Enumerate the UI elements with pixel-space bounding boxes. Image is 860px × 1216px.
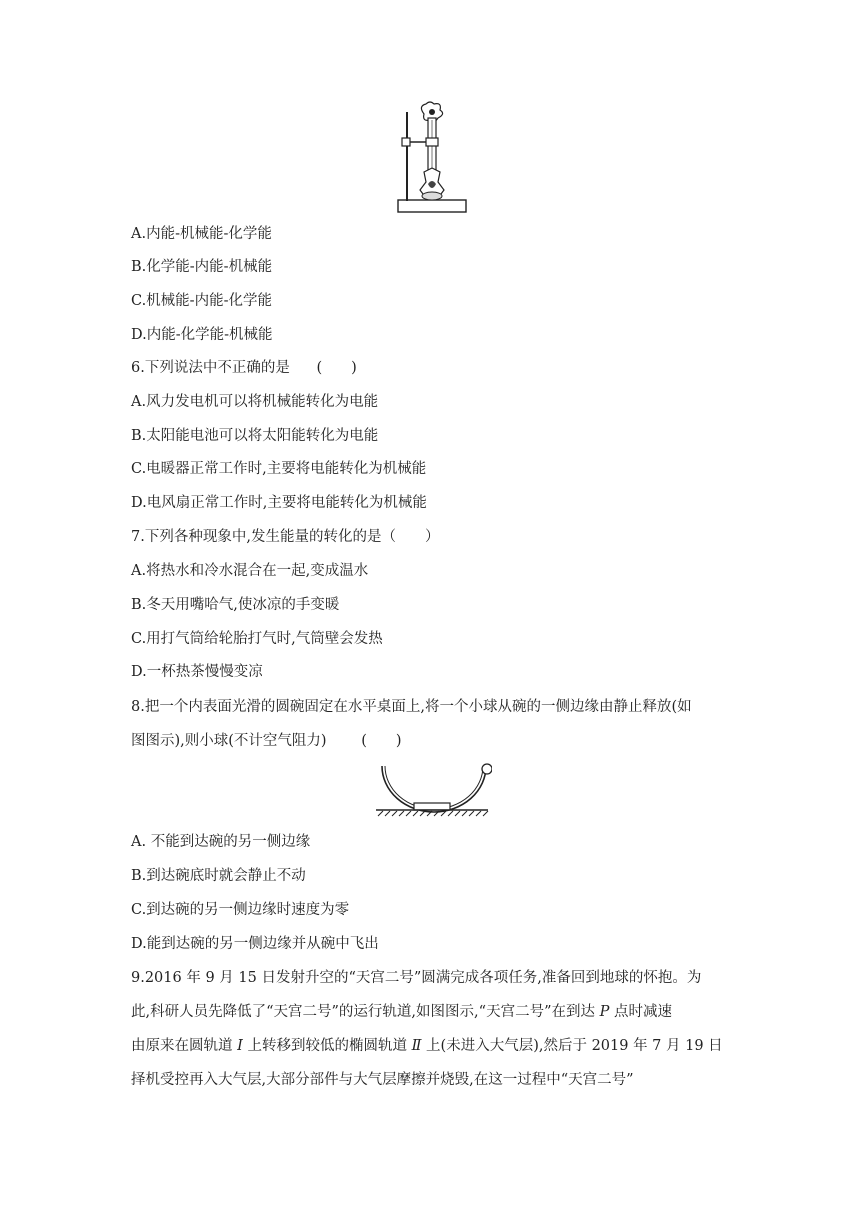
q9-line4: 择机受控再入大气层,大部分部件与大气层摩擦并烧毁,在这一过程中“天宫二号” bbox=[131, 1072, 634, 1088]
q6-option-c: C.电暖器正常工作时,主要将电能转化为机械能 bbox=[131, 461, 427, 477]
q8-option-d: D.能到达碗的另一侧边缘并从碗中飞出 bbox=[131, 936, 379, 952]
q7-option-a: A.将热水和冷水混合在一起,变成温水 bbox=[131, 563, 369, 579]
q7-option-d: D.一杯热茶慢慢变凉 bbox=[131, 664, 263, 680]
q9-line2 bbox=[131, 1002, 672, 1022]
q6-option-d: D.电风扇正常工作时,主要将电能转化为机械能 bbox=[131, 495, 427, 511]
q9-line1: 9.2016 年 9 月 15 日发射升空的“天宫二号”圆满完成各项任务,准备回到地球的怀抱。为 bbox=[131, 970, 702, 986]
q9-line3-b: 上转移到较低的椭圆轨道 bbox=[247, 1038, 407, 1054]
q5-option-c: C.机械能-内能-化学能 bbox=[131, 293, 272, 309]
q5-option-b: B.化学能-内能-机械能 bbox=[131, 259, 273, 275]
q8-option-a: A. 不能到达碗的另一侧边缘 bbox=[131, 834, 311, 850]
q8-stem-text: 图图示),则小球(不计空气阻力) bbox=[131, 733, 327, 749]
q5-option-d: D.内能-化学能-机械能 bbox=[131, 327, 273, 343]
q6-stem bbox=[131, 358, 357, 378]
q7-option-c: C.用打气筒给轮胎打气时,气筒壁会发热 bbox=[131, 631, 383, 647]
q7-option-b: B.冬天用嘴哈气,使冰凉的手变暖 bbox=[131, 597, 340, 613]
q5-option-a: A.内能-机械能-化学能 bbox=[131, 226, 272, 242]
q9-orbit-one: Ⅰ bbox=[237, 1038, 243, 1054]
q7-stem: 7.下列各种现象中,发生能量的转化的是（ ） bbox=[131, 529, 440, 545]
q9-orbit-two: Ⅱ bbox=[411, 1038, 422, 1054]
q8-stem-line2 bbox=[131, 731, 402, 751]
q6-stem-text: 6.下列说法中不正确的是 bbox=[131, 360, 290, 376]
q8-option-b: B.到达碗底时就会静止不动 bbox=[131, 868, 306, 884]
q8-answer-paren: ( ) bbox=[361, 733, 402, 749]
q6-answer-paren: ( ) bbox=[316, 360, 357, 376]
q9-line3 bbox=[131, 1036, 723, 1056]
bowl-ball-figure bbox=[374, 760, 492, 822]
q9-line2-post: 点时减速 bbox=[613, 1004, 672, 1020]
steam-apparatus-figure bbox=[394, 100, 474, 218]
q8-stem-line1: 8.把一个内表面光滑的圆碗固定在水平桌面上,将一个小球从碗的一侧边缘由静止释放(如 bbox=[131, 699, 692, 715]
q9-line3-a: 由原来在圆轨道 bbox=[131, 1038, 233, 1054]
q9-line3-c: 上(未进入大气层),然后于 2019 年 7 月 19 日 bbox=[426, 1038, 723, 1054]
q6-option-b: B.太阳能电池可以将太阳能转化为电能 bbox=[131, 428, 379, 444]
q9-point-p: P bbox=[599, 1004, 610, 1020]
q8-option-c: C.到达碗的另一侧边缘时速度为零 bbox=[131, 902, 350, 918]
q9-line2-pre: 此,科研人员先降低了“天宫二号”的运行轨道,如图图示,“天宫二号”在到达 bbox=[131, 1004, 595, 1020]
q6-option-a: A.风力发电机可以将机械能转化为电能 bbox=[131, 394, 379, 410]
